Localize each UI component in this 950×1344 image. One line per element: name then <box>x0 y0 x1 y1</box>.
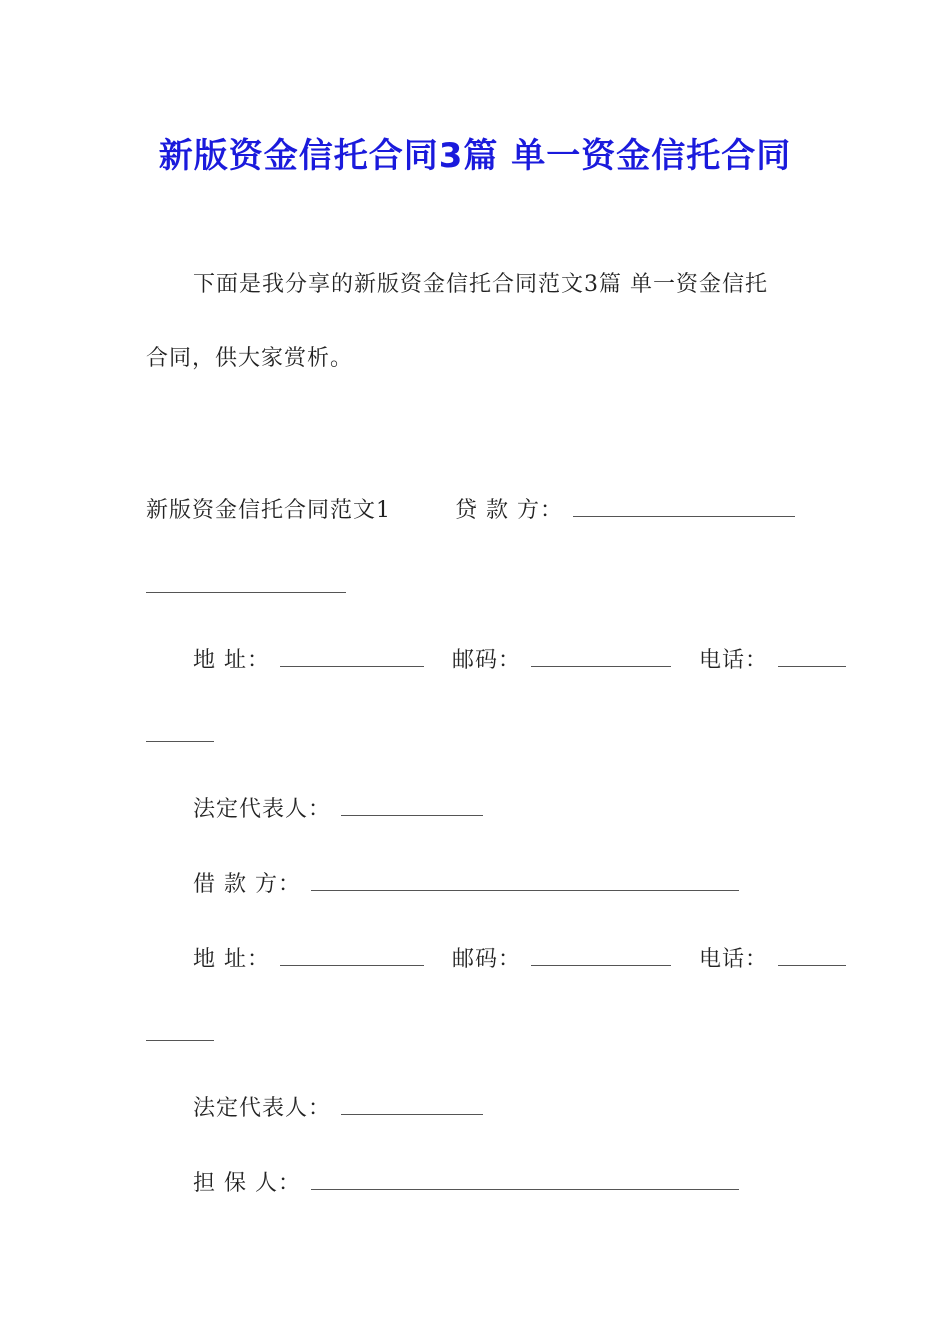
lender-row <box>146 494 797 526</box>
borrower-phone-field-continued[interactable] <box>146 1040 214 1041</box>
intro-paragraph-line-1: 下面是我分享的新版资金信托合同范文3篇 单一资金信托 <box>193 272 768 297</box>
lender-name-field[interactable] <box>573 494 795 517</box>
borrower-rep-field[interactable] <box>341 1092 483 1115</box>
borrower-contact-row <box>193 943 848 975</box>
borrower-address-label: 地 址： <box>193 947 270 972</box>
borrower-row <box>193 868 741 900</box>
borrower-postal-field[interactable] <box>531 943 671 966</box>
guarantor-label: 担 保 人： <box>193 1171 301 1196</box>
section-heading: 新版资金信托合同范文1 <box>146 498 391 523</box>
page-title: 新版资金信托合同3篇 单一资金信托合同 <box>158 136 792 176</box>
lender-rep-field[interactable] <box>341 793 483 816</box>
borrower-label: 借 款 方： <box>193 872 301 897</box>
borrower-address-field[interactable] <box>280 943 424 966</box>
lender-phone-field[interactable] <box>778 644 846 667</box>
lender-name-field-continued[interactable] <box>146 592 346 593</box>
borrower-rep-label: 法定代表人： <box>193 1096 332 1121</box>
lender-phone-field-continued[interactable] <box>146 741 214 742</box>
lender-label: 贷 款 方： <box>455 498 563 523</box>
borrower-phone-field[interactable] <box>778 943 846 966</box>
borrower-rep-row <box>193 1092 485 1124</box>
guarantor-row <box>193 1167 741 1199</box>
borrower-name-field[interactable] <box>311 868 739 891</box>
lender-address-label: 地 址： <box>193 648 270 673</box>
lender-rep-row <box>193 793 485 825</box>
lender-address-field[interactable] <box>280 644 424 667</box>
lender-contact-row <box>193 644 848 676</box>
lender-rep-label: 法定代表人： <box>193 797 332 822</box>
lender-postal-field[interactable] <box>531 644 671 667</box>
borrower-phone-label: 电话： <box>699 947 769 972</box>
intro-paragraph-line-2: 合同，供大家赏析。 <box>146 346 354 371</box>
guarantor-name-field[interactable] <box>311 1167 739 1190</box>
borrower-postal-label: 邮码： <box>452 947 522 972</box>
lender-phone-label: 电话： <box>699 648 769 673</box>
lender-postal-label: 邮码： <box>452 648 522 673</box>
